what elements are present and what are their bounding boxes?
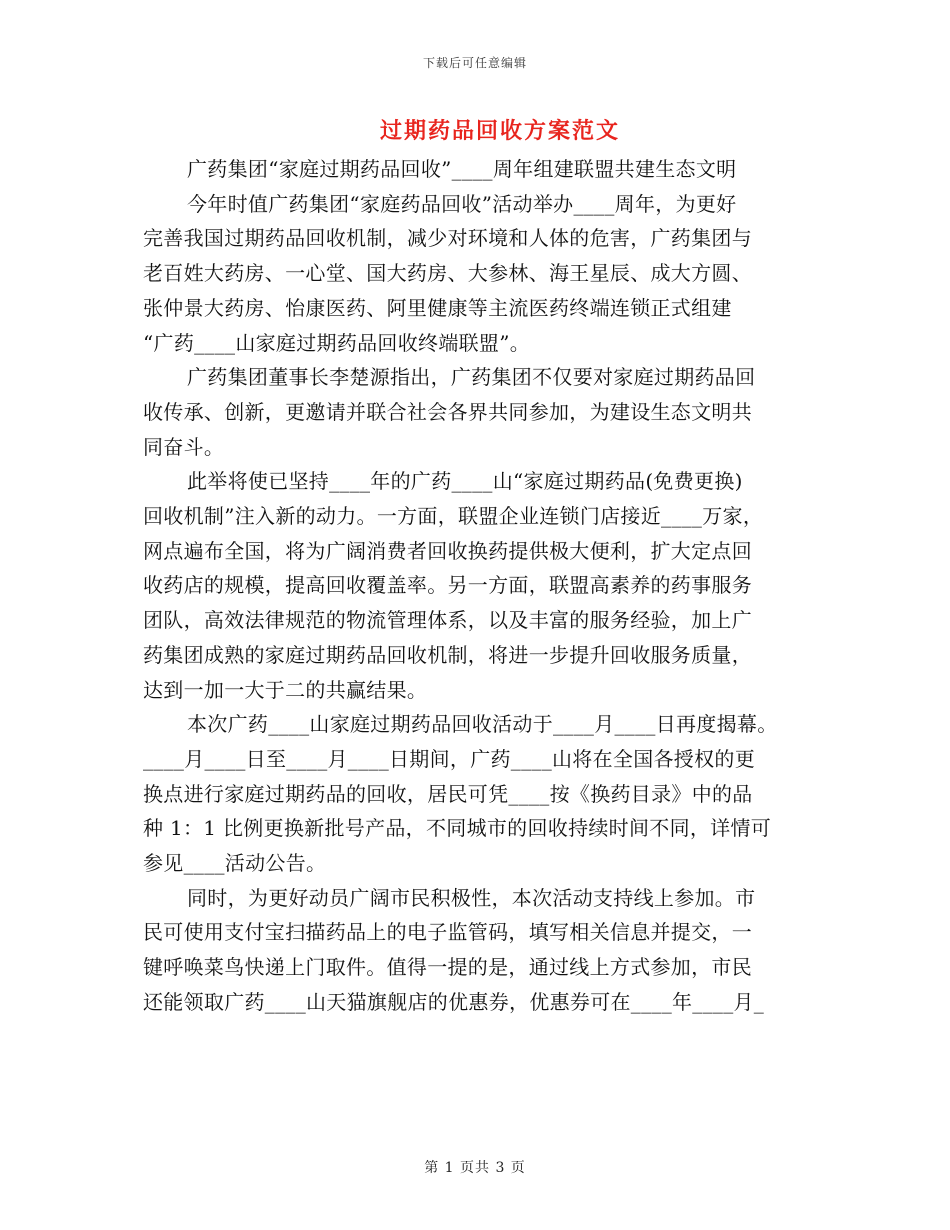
document-body — [143, 152, 808, 1020]
body-line: 广药集团“家庭过期药品回收”____周年组建联盟共建生态文明 — [187, 157, 737, 181]
body-line: 团队，高效法律规范的物流管理体系，以及丰富的服务经验，加上广 — [143, 608, 752, 633]
body-line: 参见____活动公告。 — [143, 851, 327, 876]
body-line: 种 1：1 比例更换新批号产品，不同城市的回收持续时间不同，详情可 — [143, 816, 772, 841]
body-line: 完善我国过期药品回收机制，减少对环境和人体的危害，广药集团与 — [143, 226, 752, 251]
body-line: 收药店的规模，提高回收覆盖率。另一方面，联盟高素养的药事服务 — [143, 573, 752, 598]
body-line: 药集团成熟的家庭过期药品回收机制，将进一步提升回收服务质量， — [143, 642, 752, 667]
body-line: 广药集团董事长李楚源指出，广药集团不仅要对家庭过期药品回 — [187, 365, 756, 390]
body-line: ____月____日至____月____日期间，广药____山将在全国各授权的更 — [143, 746, 755, 771]
body-line: 达到一加一大于二的共赢结果。 — [143, 677, 428, 702]
body-line: 此举将使已坚持____年的广药____山“家庭过期药品(免费更换) — [187, 469, 743, 494]
body-line: 键呼唤菜鸟快递上门取件。值得一提的是，通过线上方式参加，市民 — [143, 955, 752, 980]
body-line: 回收机制”注入新的动力。一方面，联盟企业连锁门店接近____万家， — [143, 504, 764, 529]
body-line: 收传承、创新，更邀请并联合社会各界共同参加，为建设生态文明共 — [143, 399, 752, 424]
page-number: 第 1 页共 3 页 — [424, 1160, 526, 1176]
header-note: 下载后可任意编辑 — [422, 56, 527, 70]
body-line: 网点遍布全国，将为广阔消费者回收换药提供极大便利，扩大定点回 — [143, 538, 752, 563]
body-line: 还能领取广药____山天猫旗舰店的优惠券，优惠券可在____年____月_ — [143, 989, 765, 1014]
body-line: 换点进行家庭过期药品的回收，居民可凭____按《换药目录》中的品 — [143, 781, 753, 806]
body-line: 今年时值广药集团“家庭药品回收”活动举办____周年，为更好 — [187, 191, 737, 216]
body-line: 老百姓大药房、一心堂、国大药房、大参林、海王星辰、成大方圆、 — [143, 261, 752, 286]
document-title: 过期药品回收方案范文 — [379, 118, 620, 144]
body-line: 本次广药____山家庭过期药品回收活动于____月____日再度揭幕。 — [187, 712, 778, 737]
body-line: “广药____山家庭过期药品回收终端联盟”。 — [143, 330, 531, 355]
body-line: 民可使用支付宝扫描药品上的电子监管码，填写相关信息并提交，一 — [143, 920, 752, 945]
body-line: 张仲景大药房、怡康医药、阿里健康等主流医药终端连锁正式组建 — [143, 295, 732, 320]
body-line: 同时，为更好动员广阔市民积极性，本次活动支持线上参加。市 — [187, 885, 756, 910]
body-line: 同奋斗。 — [143, 434, 225, 459]
